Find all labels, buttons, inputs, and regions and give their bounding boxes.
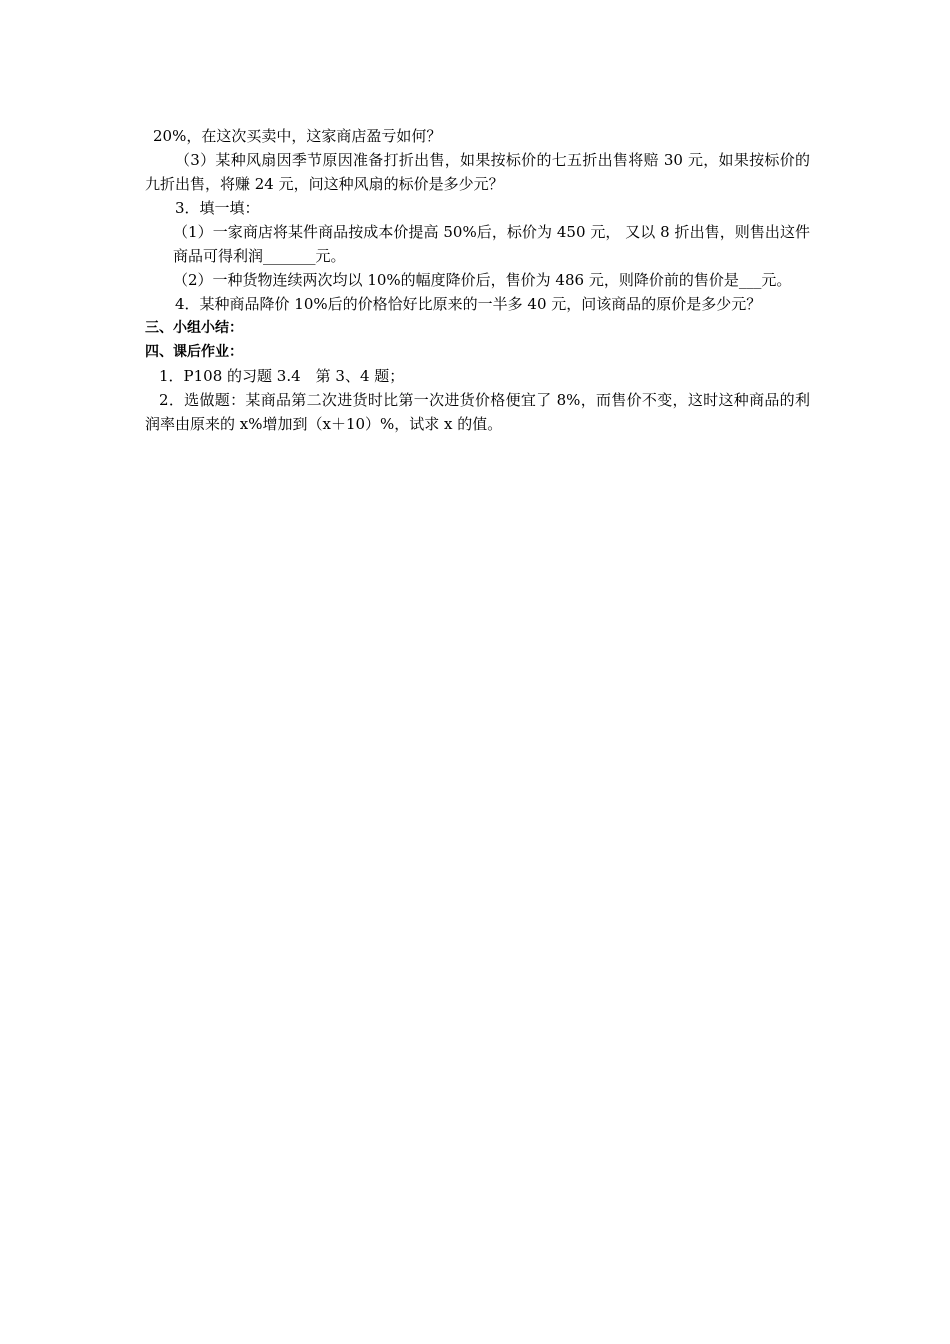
heading-homework (145, 340, 810, 364)
text-content: 4．某种商品降价 10%后的价格恰好比原来的一半多 40 元，问该商品的原价是多少元？ (175, 295, 762, 313)
homework-item-1 (145, 364, 810, 388)
problem-fan-discount (145, 148, 810, 196)
text-content: （1）一家商店将某件商品按成本价提高 50%后，标价为 450 元， 又以 8 折出售，则售出这件商品可得利润_______元。 (173, 223, 810, 265)
text-content: （3）某种风扇因季节原因准备打折出售，如果按标价的七五折出售将赔 30 元，如果按标价的九折出售，将赚 24 元，问这种风扇的标价是多少元？ (145, 151, 810, 193)
text-content: 1．P108 的习题 3.4 第 3、4 题； (159, 367, 405, 385)
problem-4-original-price (145, 292, 810, 316)
document-page (145, 124, 810, 436)
homework-item-2 (145, 388, 810, 436)
text-content: 2．选做题：某商品第二次进货时比第一次进货价格便宜了 8%，而售价不变，这时这种商品的利润率由原来的 x%增加到（x＋10）%，试求 x 的值。 (145, 391, 810, 433)
section-fill-in-heading (145, 196, 810, 220)
heading-group-summary (145, 316, 810, 340)
text-line-profit-loss-question (145, 124, 810, 148)
text-content: 四、课后作业： (145, 344, 243, 360)
fill-in-item-2 (145, 268, 810, 292)
fill-in-item-1 (145, 220, 810, 268)
text-content: 3．填一填： (175, 199, 260, 217)
text-content: （2）一种货物连续两次均以 10%的幅度降价后，售价为 486 元，则降价前的售价是___元。 (173, 271, 792, 289)
text-content: 三、小组小结： (145, 320, 243, 336)
text-content: 20%，在这次买卖中，这家商店盈亏如何？ (153, 127, 442, 145)
